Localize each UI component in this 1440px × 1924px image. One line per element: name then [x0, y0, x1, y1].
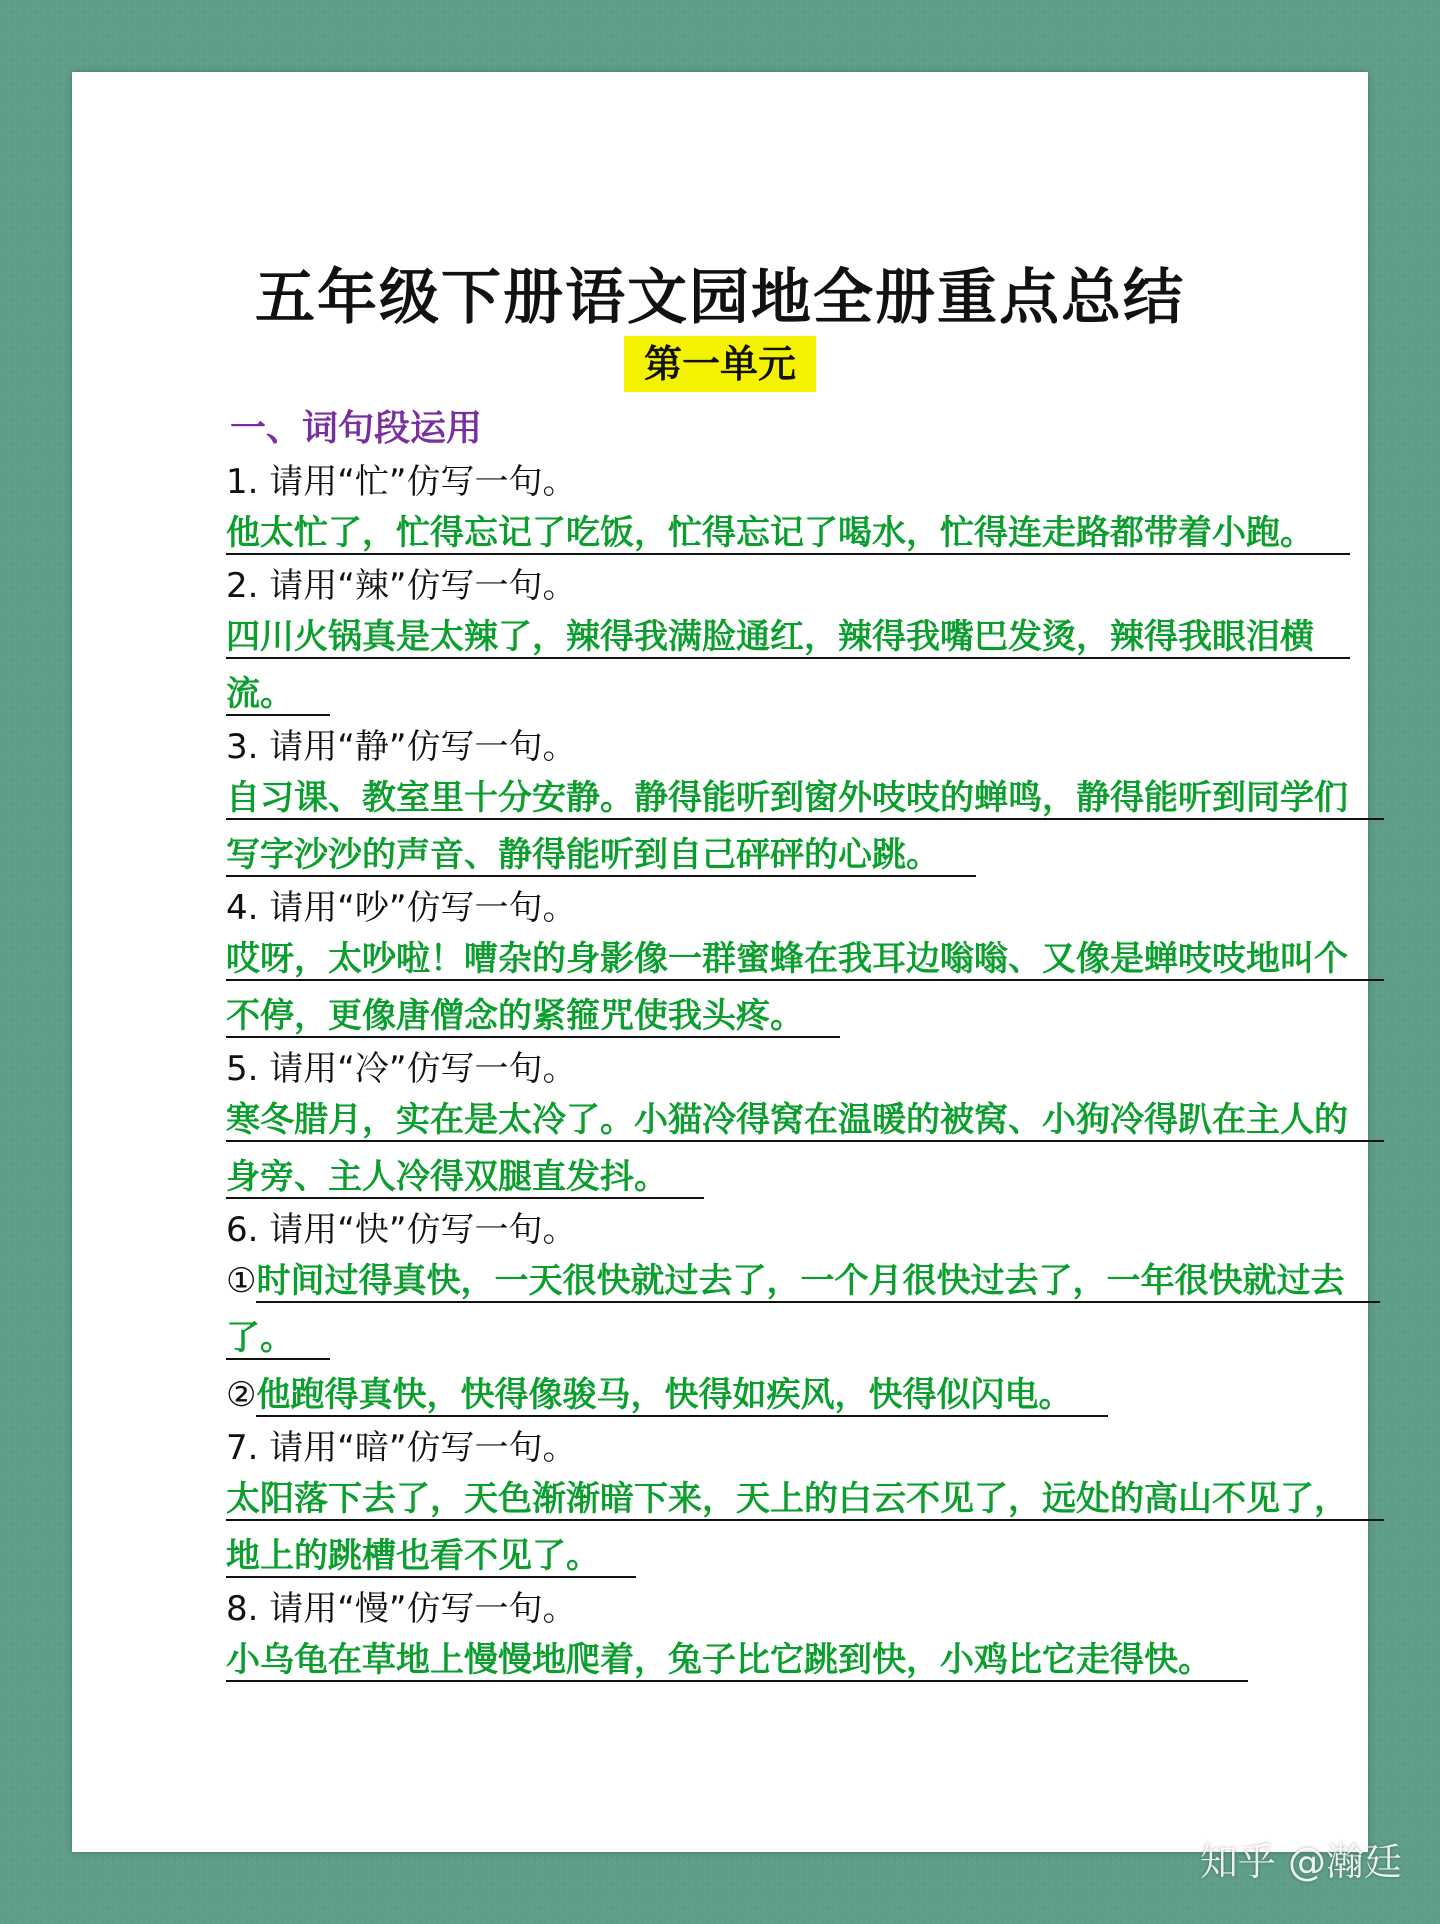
source-watermark: 知乎 @瀚廷	[1199, 1840, 1402, 1884]
unit-heading-wrap	[72, 336, 1368, 392]
answer-1	[226, 505, 1362, 562]
question-4: 4. 请用“吵”仿写一句。	[226, 888, 577, 928]
answer-6-1	[226, 1253, 1362, 1367]
question-6: 6. 请用“快”仿写一句。	[226, 1210, 577, 1250]
page-title: 五年级下册语文园地全册重点总结	[255, 263, 1185, 333]
answer-7	[226, 1471, 1362, 1585]
answer-8-text: 小乌龟在草地上慢慢地爬着，兔子比它跳到快，小鸡比它走得快。	[226, 1640, 1248, 1682]
question-2: 2. 请用“辣”仿写一句。	[226, 566, 577, 606]
question-5: 5. 请用“冷”仿写一句。	[226, 1049, 577, 1089]
answer-2-text: 四川火锅真是太辣了，辣得我满脸通红，辣得我嘴巴发烫，辣得我眼泪横流。	[226, 617, 1350, 716]
question-3: 3. 请用“静”仿写一句。	[226, 727, 577, 767]
answer-1-text: 他太忙了，忙得忘记了吃饭，忙得忘记了喝水，忙得连走路都带着小跑。	[226, 513, 1350, 555]
question-1: 1. 请用“忙”仿写一句。	[226, 462, 577, 502]
answer-2	[226, 609, 1362, 723]
answer-5-text: 寒冬腊月，实在是太冷了。小猫冷得窝在温暖的被窝、小狗冷得趴在主人的身旁、主人冷得双腿直发抖。	[226, 1100, 1384, 1199]
answer-6-2-text: 他跑得真快，快得像骏马，快得如疾风，快得似闪电。	[256, 1375, 1108, 1417]
answer-4	[226, 931, 1362, 1045]
answer-6-2-marker: ②	[226, 1375, 257, 1415]
answer-5	[226, 1092, 1362, 1206]
answer-4-text: 哎呀，太吵啦！嘈杂的身影像一群蜜蜂在我耳边嗡嗡、又像是蝉吱吱地叫个不停，更像唐僧念的紧箍咒使我头疼。	[226, 939, 1384, 1038]
answer-8	[226, 1632, 1362, 1689]
answer-6-1-text: 时间过得真快，一天很快就过去了，一个月很快过去了，一年很快就过去了。	[226, 1261, 1380, 1360]
answer-3	[226, 770, 1362, 884]
answer-6-1-marker: ①	[226, 1261, 257, 1301]
answer-7-text: 太阳落下去了，天色渐渐暗下来，天上的白云不见了，远处的高山不见了，地上的跳槽也看不见了。	[226, 1479, 1384, 1578]
worksheet-page	[72, 72, 1368, 1852]
exercise-list	[226, 458, 1362, 1689]
answer-3-text: 自习课、教室里十分安静。静得能听到窗外吱吱的蝉鸣，静得能听到同学们写字沙沙的声音、静得能听到自己砰砰的心跳。	[226, 778, 1384, 877]
question-8: 8. 请用“慢”仿写一句。	[226, 1589, 577, 1629]
unit-heading: 第一单元	[624, 336, 816, 392]
question-7: 7. 请用“暗”仿写一句。	[226, 1428, 577, 1468]
answer-6-2	[226, 1367, 1362, 1424]
section-heading: 一、词句段运用	[230, 408, 483, 449]
